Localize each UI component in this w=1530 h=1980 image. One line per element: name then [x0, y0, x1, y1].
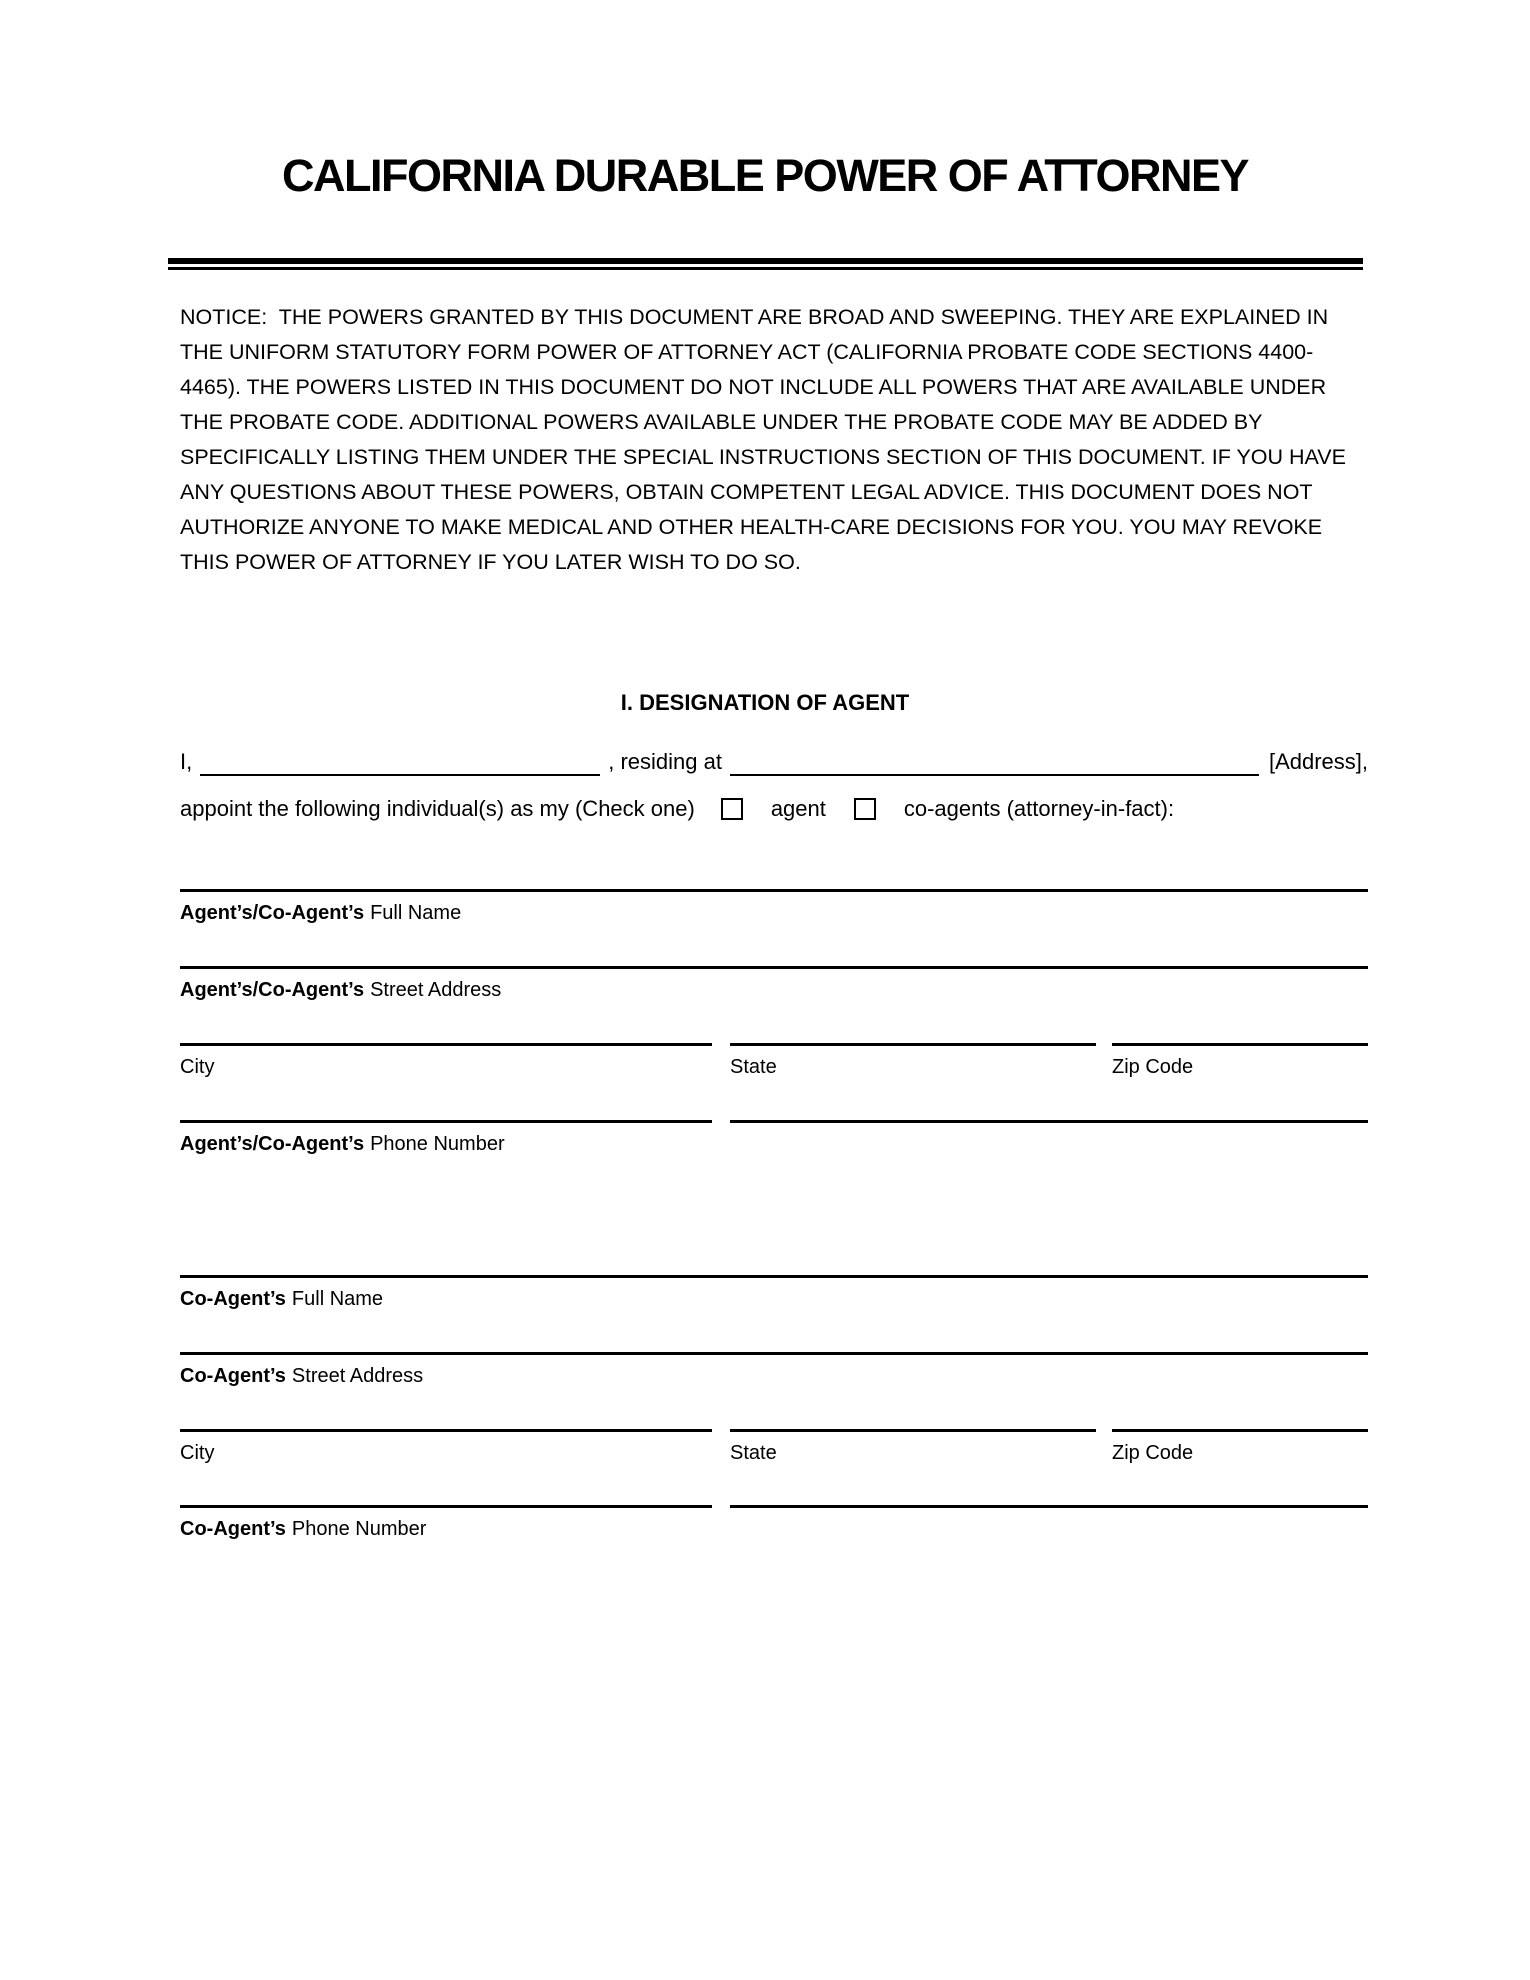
- field-label: Full Name: [370, 902, 462, 924]
- field-owner-label: Agent’s/Co-Agent’s: [180, 979, 365, 1001]
- agent-phone-row: [180, 1120, 1368, 1156]
- agent-checkbox[interactable]: [721, 798, 743, 820]
- address-tag: [Address],: [1268, 749, 1368, 774]
- field-co-agent-phone-extra-line[interactable]: [730, 1505, 1368, 1541]
- appoint-text: appoint the following individual(s) as my (Check one): [180, 796, 695, 821]
- field-label: City: [180, 1442, 215, 1464]
- field-label: Street Address: [370, 979, 502, 1001]
- co-agent-city-state-zip-row: [180, 1429, 1368, 1465]
- field-label: Street Address: [291, 1365, 424, 1387]
- field-owner-label: Co-Agent’s: [180, 1518, 286, 1540]
- principal-prefix: I,: [180, 749, 193, 774]
- agent-city-state-zip-row: [180, 1043, 1368, 1079]
- field-agent-street-address[interactable]: [180, 966, 1368, 1002]
- section-heading-designation-of-agent: I. DESIGNATION OF AGENT: [620, 690, 910, 715]
- agent-option-label: agent: [770, 796, 826, 821]
- field-co-agent-city[interactable]: [180, 1429, 712, 1465]
- field-owner-label: Co-Agent’s: [180, 1288, 286, 1310]
- field-co-agent-phone[interactable]: [180, 1505, 712, 1541]
- field-co-agent-state[interactable]: [730, 1429, 1096, 1465]
- document-title: CALIFORNIA DURABLE POWER OF ATTORNEY: [282, 150, 1248, 201]
- field-label: Full Name: [291, 1288, 384, 1310]
- principal-address-blank[interactable]: [730, 750, 1259, 776]
- field-agent-state[interactable]: [730, 1043, 1096, 1079]
- field-label: State: [730, 1056, 777, 1078]
- field-label: Zip Code: [1112, 1056, 1194, 1078]
- field-co-agent-full-name[interactable]: [180, 1275, 1368, 1311]
- co-agents-option-label: co-agents (attorney-in-fact):: [903, 796, 1175, 821]
- co-agent-phone-row: [180, 1505, 1368, 1541]
- field-owner-label: Agent’s/Co-Agent’s: [180, 902, 365, 924]
- field-label: City: [180, 1056, 215, 1078]
- field-agent-city[interactable]: [180, 1043, 712, 1079]
- principal-name-blank[interactable]: [200, 750, 600, 776]
- field-agent-phone[interactable]: [180, 1120, 712, 1156]
- field-label: Zip Code: [1112, 1442, 1194, 1464]
- co-agents-checkbox[interactable]: [854, 798, 876, 820]
- field-agent-full-name[interactable]: [180, 889, 1368, 925]
- field-agent-zip[interactable]: [1112, 1043, 1368, 1079]
- field-owner-label: Agent’s/Co-Agent’s: [180, 1133, 365, 1155]
- field-label: Phone Number: [370, 1133, 505, 1155]
- appoint-line: [180, 795, 1390, 823]
- field-co-agent-zip[interactable]: [1112, 1429, 1368, 1465]
- field-owner-label: Co-Agent’s: [180, 1365, 286, 1387]
- field-label: Phone Number: [291, 1518, 427, 1540]
- notice-paragraph: NOTICE: THE POWERS GRANTED BY THIS DOCUMENT ARE BROAD AND SWEEPING. THEY ARE EXPLAINED IN THE UNIFORM STATUTORY FORM POWER OF ATTORNEY ACT (CALIFORNIA PROBATE CODE SECTIONS 4400-4465). THE POWERS LISTED IN THIS DOCUMENT DO NOT INCLUDE ALL POWERS THAT ARE AVAILABLE UNDER THE PROBATE CODE. ADDITIONAL POWERS AVAILABLE UNDER THE PROBATE CODE MAY BE ADDED BY SPECIFICALLY LISTING THEM UNDER THE SPECIAL INSTRUCTIONS SECTION OF THIS DOCUMENT. IF YOU HAVE ANY QUESTIONS ABOUT THESE POWERS, OBTAIN COMPETENT LEGAL ADVICE. THIS DOCUMENT DOES NOT AUTHORIZE ANYONE TO MAKE MEDICAL AND OTHER HEALTH-CARE DECISIONS FOR YOU. YOU MAY REVOKE THIS POWER OF ATTORNEY IF YOU LATER WISH TO DO SO.: [180, 305, 1351, 574]
- principal-line: [180, 748, 1368, 776]
- title-divider-rule: [168, 258, 1363, 270]
- field-agent-phone-extra-line[interactable]: [730, 1120, 1368, 1156]
- residing-at-label: , residing at: [608, 749, 722, 774]
- field-label: State: [730, 1442, 777, 1464]
- field-co-agent-street-address[interactable]: [180, 1352, 1368, 1388]
